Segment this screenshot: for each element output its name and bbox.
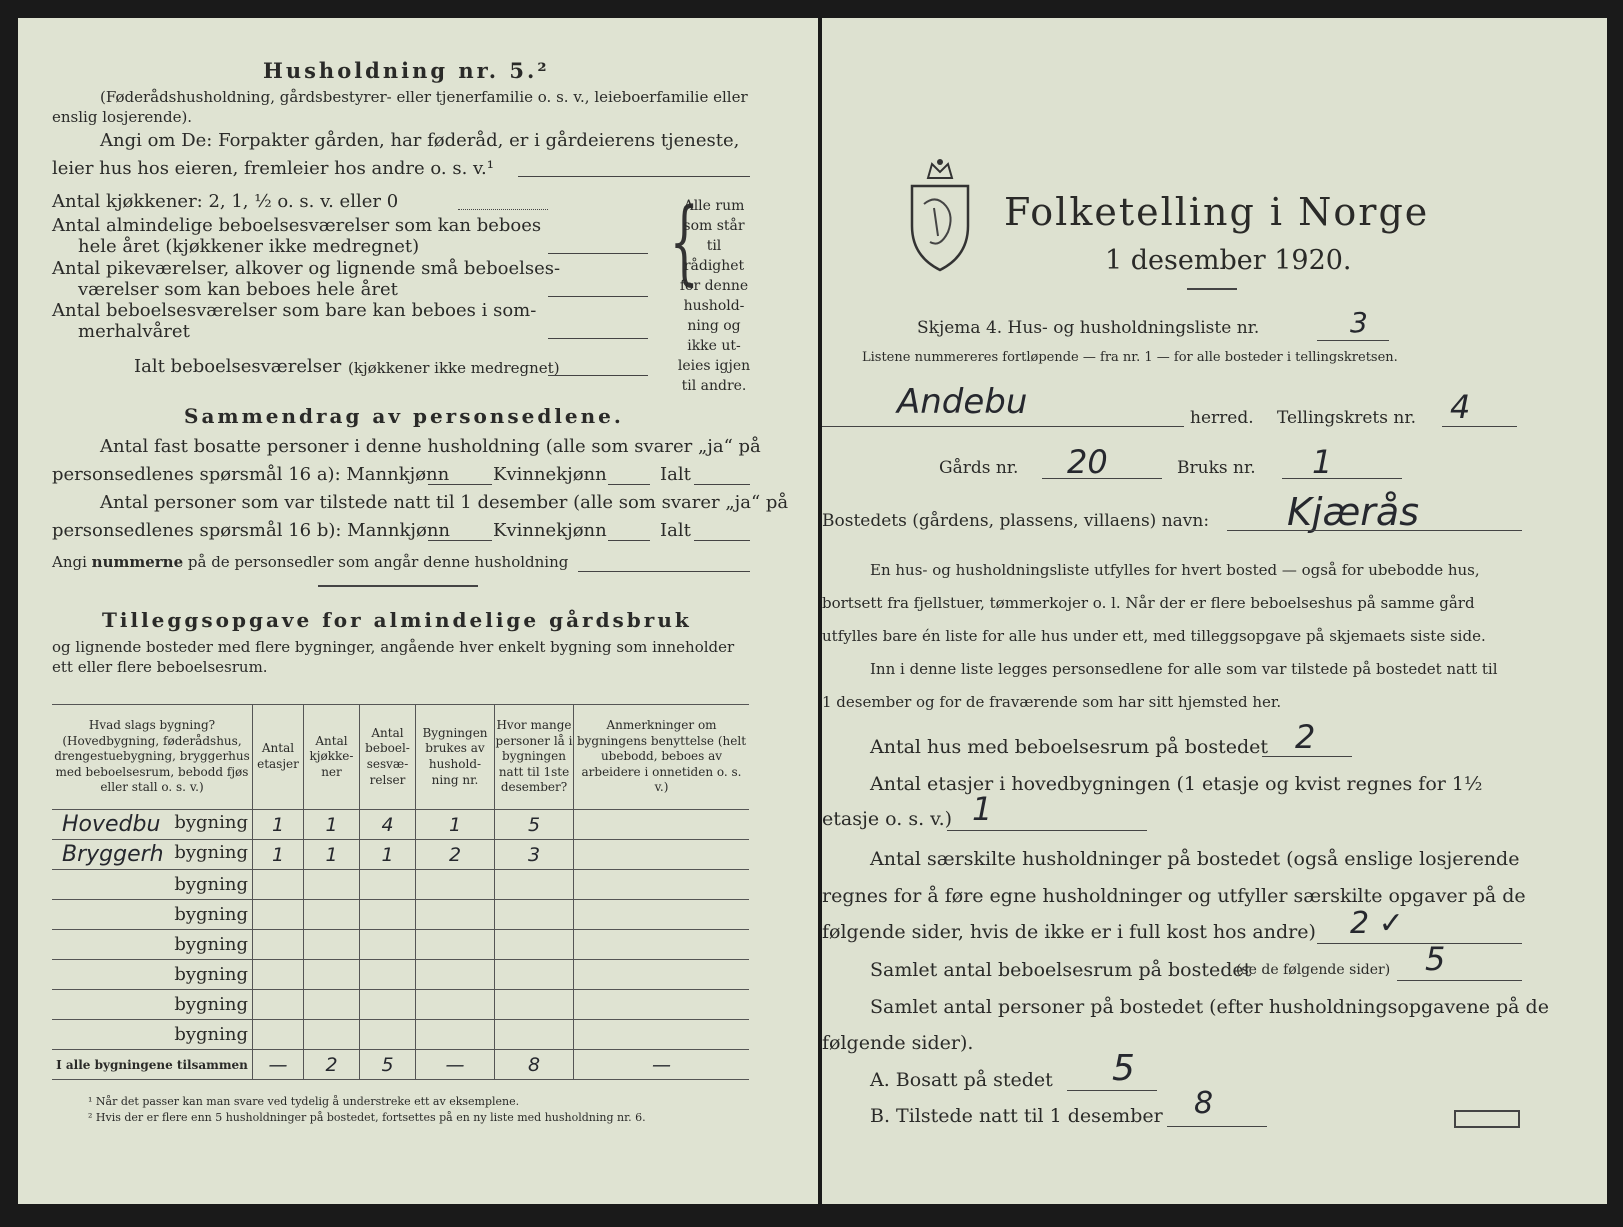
rooms-total: Ialt beboelsesværelser [134, 356, 342, 377]
husholdn-line-1: Antal særskilte husholdninger på bostedet (også enslige losjerende [870, 848, 1520, 870]
table-row [52, 990, 749, 1020]
bygning-label: bygning [174, 994, 248, 1015]
brace-note-line: rådighet [683, 258, 745, 274]
cell-kjokken [304, 900, 360, 930]
rooms-maid: Antal pikeværelser, alkover og lignende små beboelses- [52, 258, 561, 279]
cell-etasjer [253, 900, 304, 930]
cell-kjokken [304, 960, 360, 990]
total-personer: 8 [495, 1050, 574, 1080]
cell-anm [574, 810, 750, 840]
husholdn-line-3: følgende sider, hvis de ikke er i full kost hos andre) [822, 921, 1316, 943]
bygning-label: bygning [174, 1024, 248, 1045]
cell-kjokken: 1 [304, 810, 360, 840]
supplement-2: ett eller flere beboelsesrum. [52, 658, 268, 676]
herred-label: herred. [1190, 408, 1254, 428]
building-type-handwritten: Bryggerh [62, 842, 164, 867]
listene-note: Listene nummereres fortløpende — fra nr. 1 — for alle bosteder i tellingskretsen. [862, 350, 1398, 365]
cell-hushold: 2 [416, 840, 495, 870]
etasjer-line-1: Antal etasjer i hovedbygningen (1 etasje og kvist regnes for 1½ [870, 773, 1483, 795]
table-row [52, 840, 749, 870]
hus-value: 2 [1295, 718, 1316, 756]
bygning-label: bygning [174, 812, 248, 833]
household-intro-2: enslig losjerende). [52, 108, 193, 126]
table-row [52, 960, 749, 990]
rooms-kitchens: Antal kjøkkener: 2, 1, ½ o. s. v. eller 0 [52, 191, 399, 212]
table-row [52, 1020, 749, 1050]
household-heading: Husholdning nr. 5.² [263, 58, 550, 83]
brace-note [674, 196, 754, 396]
brace-note-line: ikke ut- [687, 338, 741, 354]
husholdn-line-2: regnes for å føre egne husholdninger og utfyller særskilte opgaver på de [822, 885, 1526, 907]
summary-1b: personsedlenes spørsmål 16 a): Mannkjønn [52, 464, 450, 485]
cell-hushold [416, 900, 495, 930]
total-anm: — [574, 1050, 750, 1080]
table-row [52, 870, 749, 900]
cell-vaerelser [360, 1020, 416, 1050]
total-label: I alle bygningene tilsammen [52, 1050, 253, 1080]
supplement-title: Tilleggsopgave for almindelige gårdsbruk [102, 608, 692, 632]
bygning-label: bygning [174, 964, 248, 985]
table-row [52, 810, 749, 840]
th-type: Hvad slags bygning? (Hovedbygning, føderådshus, drengestuebygning, bryggerhus med beboelsesrum, bebodd fjøs eller stall o. s. v.) [52, 705, 253, 810]
cell-hushold [416, 1020, 495, 1050]
bosted-label: Bostedets (gårdens, plassens, villaens) navn: [822, 511, 1210, 531]
brace-note-line: til andre. [681, 378, 747, 394]
a-label: A. Bosatt på stedet [870, 1069, 1053, 1091]
cell-etasjer [253, 960, 304, 990]
brace-note-line: hushold- [683, 298, 745, 314]
total-etasjer: — [253, 1050, 304, 1080]
building-type-cell [52, 960, 253, 990]
summary-2-kvinne: Kvinnekjønn [493, 520, 607, 541]
rooms-summer: Antal beboelsesværelser som bare kan beboes i som- [52, 300, 537, 321]
th-hushold: Bygningen brukes av hushold-ning nr. [416, 705, 495, 810]
krets-label: Tellingskrets nr. [1277, 408, 1417, 428]
summary-2a: Antal personer som var tilstede natt til 1 desember (alle som svarer „ja“ på [100, 492, 789, 513]
cell-vaerelser [360, 930, 416, 960]
cell-vaerelser: 4 [360, 810, 416, 840]
summary-1-ialt: Ialt [660, 464, 691, 485]
rum-note: (se de følgende sider) [1236, 962, 1391, 978]
cell-etasjer: 1 [253, 810, 304, 840]
brace: { [669, 188, 699, 295]
form-date: 1 desember 1920. [1105, 245, 1352, 276]
summary-1a: Antal fast bosatte personer i denne husholdning (alle som svarer „ja“ på [100, 436, 761, 457]
cell-kjokken [304, 870, 360, 900]
building-type-handwritten: Hovedbu [62, 812, 161, 837]
household-intro: (Føderådshusholdning, gårdsbestyrer- eller tjenerfamilie o. s. v., leieboerfamilie eller [100, 88, 748, 106]
table-row [52, 900, 749, 930]
cell-kjokken [304, 990, 360, 1020]
total-hushold: — [416, 1050, 495, 1080]
bruks-value: 1 [1312, 443, 1333, 481]
brace-note-line: Alle rum [683, 198, 745, 214]
left-page [18, 18, 818, 1204]
cell-personer [495, 990, 574, 1020]
krets-value: 4 [1450, 388, 1471, 426]
brace-note-line: leies igjen [677, 358, 751, 374]
pers-line-1: Samlet antal personer på bostedet (efter husholdningsopgavene på de [870, 996, 1549, 1018]
husholdn-value: 2 ✓ [1350, 906, 1404, 941]
rooms-ordinary-2: hele året (kjøkkener ikke medregnet) [78, 236, 420, 257]
building-type-cell [52, 870, 253, 900]
th-etasjer: Antal etasjer [253, 705, 304, 810]
brace-note-line: som står til [683, 218, 745, 254]
bygning-label: bygning [174, 842, 248, 863]
cell-hushold [416, 990, 495, 1020]
info-3: utfylles bare én liste for alle hus under ett, med tilleggsopgave på skjemaets siste side. [822, 627, 1486, 645]
ask-line-2: leier hus hos eieren, fremleier hos andre o. s. v.¹ [52, 158, 494, 179]
cell-anm [574, 900, 750, 930]
skjema-value: 3 [1350, 306, 1368, 339]
cell-vaerelser [360, 900, 416, 930]
cell-anm [574, 840, 750, 870]
brace-note-line: for denne [679, 278, 749, 294]
th-anm: Anmerkninger om bygningens benyttelse (helt ubebodd, beboes av arbeidere i onnetiden o. s. v.) [574, 705, 750, 810]
building-type-cell [52, 840, 253, 870]
cell-vaerelser [360, 870, 416, 900]
angi-pre: Angi [52, 553, 92, 571]
summary-2b: personsedlenes spørsmål 16 b): Mannkjønn [52, 520, 451, 541]
building-table [52, 704, 749, 1080]
info-1: En hus- og husholdningsliste utfylles for hvert bosted — også for ubebodde hus, [870, 561, 1480, 579]
form-title: Folketelling i Norge [1004, 190, 1430, 234]
cell-personer [495, 900, 574, 930]
cell-personer [495, 1020, 574, 1050]
th-personer: Hvor mange personer lå i bygningen natt til 1ste desember? [495, 705, 574, 810]
cell-etasjer [253, 930, 304, 960]
footnote-2: ² Hvis der er flere enn 5 husholdninger på bostedet, fortsettes på en ny liste med husholdning nr. 6. [88, 1111, 646, 1124]
cell-personer: 3 [495, 840, 574, 870]
hus-label: Antal hus med beboelsesrum på bostedet [870, 736, 1269, 758]
a-value: 5 [1112, 1048, 1135, 1089]
cell-anm [574, 990, 750, 1020]
cell-etasjer: 1 [253, 840, 304, 870]
bruks-label: Bruks nr. [1177, 458, 1256, 478]
cell-personer [495, 870, 574, 900]
gards-label: Gårds nr. [939, 458, 1019, 478]
rooms-maid-2: værelser som kan beboes hele året [78, 279, 398, 300]
cell-vaerelser [360, 960, 416, 990]
cell-hushold [416, 870, 495, 900]
cell-hushold: 1 [416, 810, 495, 840]
cell-etasjer [253, 870, 304, 900]
cell-hushold [416, 930, 495, 960]
b-value: 8 [1194, 1086, 1214, 1121]
building-type-cell [52, 990, 253, 1020]
cell-anm [574, 960, 750, 990]
building-type-cell [52, 900, 253, 930]
supplement-1: og lignende bosteder med flere bygninger, angående hver enkelt bygning som inneholder [52, 638, 735, 656]
skjema-label: Skjema 4. Hus- og husholdningsliste nr. [917, 318, 1260, 338]
info-4: Inn i denne liste legges personsedlene for alle som var tilstede på bostedet natt til [870, 660, 1498, 678]
cell-personer: 5 [495, 810, 574, 840]
summary-1-kvinne: Kvinnekjønn [493, 464, 607, 485]
rum-value: 5 [1425, 940, 1446, 978]
herred-value: Andebu [897, 382, 1028, 422]
info-5: 1 desember og for de fraværende som har sitt hjemsted her. [822, 693, 1282, 711]
etasjer-value: 1 [972, 790, 993, 828]
total-vaerelser: 5 [360, 1050, 416, 1080]
brace-note-line: ning og [687, 318, 741, 334]
cell-etasjer [253, 990, 304, 1020]
total-kjokken: 2 [304, 1050, 360, 1080]
cell-kjokken [304, 930, 360, 960]
etasjer-line-2: etasje o. s. v.) [822, 808, 953, 830]
coat-of-arms-icon [908, 156, 972, 278]
gards-value: 20 [1067, 443, 1108, 481]
bygning-label: bygning [174, 934, 248, 955]
cell-hushold [416, 960, 495, 990]
table-row [52, 930, 749, 960]
right-page [822, 18, 1607, 1204]
bygning-label: bygning [174, 874, 248, 895]
th-kjokken: Antal kjøkke-ner [304, 705, 360, 810]
cell-personer [495, 930, 574, 960]
ask-line-1: Angi om De: Forpakter gården, har føderåd, er i gårdeierens tjeneste, [100, 130, 740, 151]
footnote-1: ¹ Når det passer kan man svare ved tydelig å understreke ett av eksemplene. [88, 1095, 520, 1108]
bosted-value: Kjærås [1287, 490, 1419, 534]
cell-kjokken: 1 [304, 840, 360, 870]
b-label: B. Tilstede natt til 1 desember [870, 1105, 1163, 1127]
cell-kjokken [304, 1020, 360, 1050]
angi-line [52, 553, 568, 571]
rum-label: Samlet antal beboelsesrum på bostedet [870, 959, 1252, 981]
cell-anm [574, 930, 750, 960]
cell-vaerelser [360, 990, 416, 1020]
angi-bold: nummerne [91, 553, 184, 571]
info-2: bortsett fra fjellstuer, tømmerkojer o. l. Når der er flere beboelseshus på samme gård [822, 594, 1475, 612]
summary-2-ialt: Ialt [660, 520, 691, 541]
cell-personer [495, 960, 574, 990]
summary-title: Sammendrag av personsedlene. [184, 404, 624, 428]
rooms-ordinary: Antal almindelige beboelsesværelser som kan beboes [52, 215, 542, 236]
th-vaerelser: Antal beboel-sesvæ-relser [360, 705, 416, 810]
rooms-total-note: (kjøkkener ikke medregnet) [348, 359, 560, 377]
building-type-cell [52, 930, 253, 960]
rooms-summer-2: merhalvåret [78, 321, 190, 342]
cell-etasjer [253, 1020, 304, 1050]
cell-anm [574, 870, 750, 900]
cell-anm [574, 1020, 750, 1050]
bygning-label: bygning [174, 904, 248, 925]
printer-stamp-icon [1454, 1110, 1520, 1128]
building-type-cell [52, 810, 253, 840]
angi-post: på de personsedler som angår denne husholdning [183, 553, 569, 571]
pers-line-2: følgende sider). [822, 1032, 974, 1054]
cell-vaerelser: 1 [360, 840, 416, 870]
building-type-cell [52, 1020, 253, 1050]
